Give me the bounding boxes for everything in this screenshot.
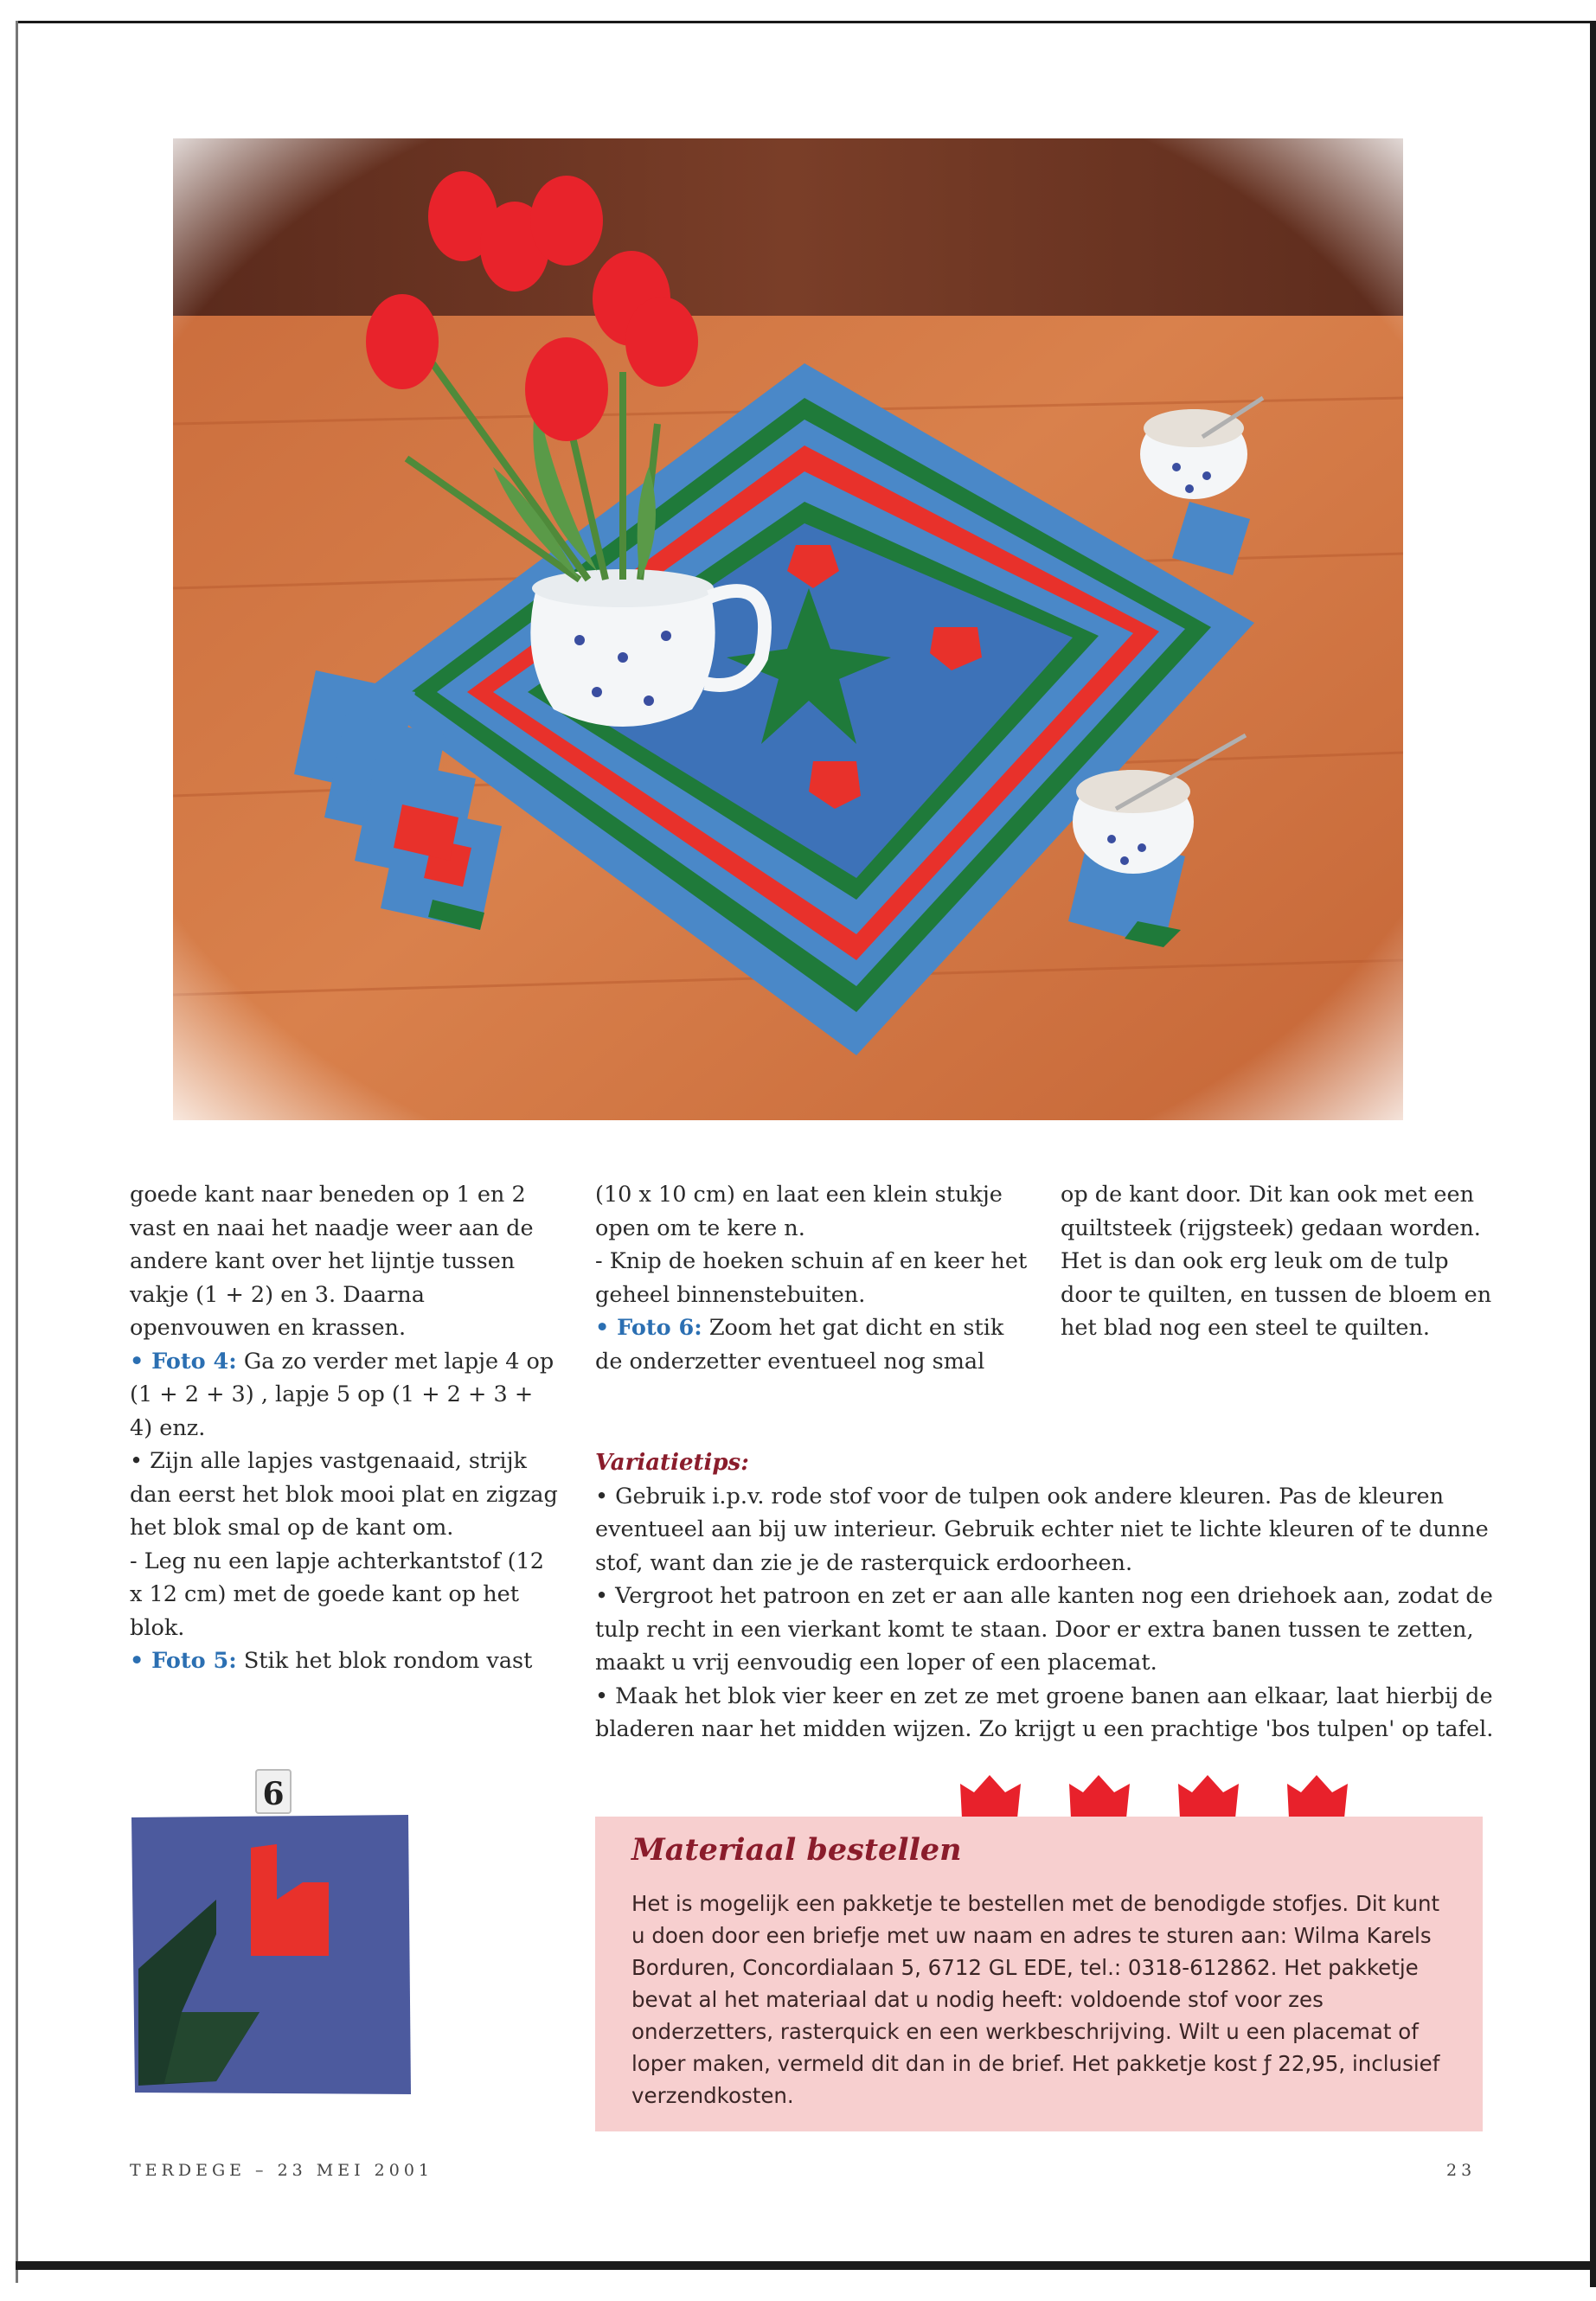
order-box [595, 1817, 1483, 2131]
col1-paragraph-3: • Zijn alle lapjes vastgenaaid, strijk dan eerst het blok mooi plat en zigzag het blok smal op de kant om. [130, 1448, 558, 1541]
page-number: 23 [1446, 2161, 1477, 2180]
variatie-tip-1: • Gebruik i.p.v. rode stof voor de tulpen ook andere kleuren. Pas de kleuren eventueel aan bij uw interieur. Gebruik echter niet te lichte kleuren of te dunne stof, want dan zie je de rasterquick erdoorheen. [595, 1483, 1489, 1576]
variatie-tip-3: • Maak het blok vier keer en zet ze met groene banen aan elkaar, laat hierbij de bladeren naar het midden wijzen. Zo krijgt u een prachtige 'bos tulpen' op tafel. [595, 1682, 1494, 1742]
footer-magazine: TERDEGE – 23 MEI 2001 [130, 2161, 434, 2180]
col1-foto4 [130, 1345, 562, 1445]
foto5-label: • Foto 5: [130, 1648, 237, 1674]
page-frame-top [16, 21, 1590, 23]
page-frame-left [16, 21, 18, 2283]
coaster-photo [130, 1761, 411, 2095]
variatie-heading: Variatietips: [595, 1450, 749, 1476]
text-column-2 [595, 1178, 1028, 1378]
page-frame-bottom [16, 2261, 1596, 2270]
col1-paragraph-4: - Leg nu een lapje achterkantstof (12 x 12 cm) met de goede kant op het blok. [130, 1548, 545, 1641]
variatie-tip-2: • Vergroot het patroon en zet er aan alle kanten nog een driehoek aan, zodat de tulp recht in een vierkant komt te staan. Door er extra banen tussen te zetten, maakt u vrij eenvoudig een loper of een placemat. [595, 1583, 1493, 1676]
col2-foto6 [595, 1311, 1028, 1378]
col2-paragraph-2: - Knip de hoeken schuin af en keer het geheel binnenstebuiten. [595, 1248, 1028, 1308]
text-column-1 [130, 1178, 562, 1678]
variatie-tips [595, 1446, 1495, 1747]
main-photo [173, 138, 1403, 1120]
text-column-3 [1061, 1178, 1493, 1345]
order-title: Materiaal bestellen [631, 1832, 962, 1868]
photo-number: 6 [262, 1776, 285, 1812]
page-frame-right [1590, 21, 1596, 2287]
col1-paragraph-1: goede kant naar beneden op 1 en 2 vast en naai het naadje weer aan de andere kant over het lijntje tussen vakje (1 + 2) en 3. Daarna openvouwen en krassen. [130, 1182, 534, 1341]
col1-foto5 [130, 1644, 562, 1678]
foto4-label: • Foto 4: [130, 1348, 237, 1375]
foto6-text: Zoom het gat dicht en stik de onderzetter eventueel nog smal [595, 1315, 1004, 1375]
order-text: Het is mogelijk een pakketje te bestellen met de benodigde stofjes. Dit kunt u doen door een briefje met uw naam en adres te sturen aan: Wilma Karels Borduren, Concordialaan 5, 6712 GL EDE, tel.: 0318-612862. Het pakketje bevat al het materiaal dat u nodig heeft: voldoende stof voor zes onderzetters, rasterquick en een werkbeschrijving. Wilt u een placemat of loper maken, vermeld dit dan in de brief. Het pakketje kost ƒ 22,95, inclusief verzendkosten. [631, 1891, 1440, 2108]
col2-paragraph-1: (10 x 10 cm) en laat een klein stukje open om te kere n. [595, 1182, 1003, 1241]
foto4-text: Ga zo verder met lapje 4 op (1 + 2 + 3) , lapje 5 op (1 + 2 + 3 + 4) enz. [130, 1348, 554, 1441]
foto6-label: • Foto 6: [595, 1315, 702, 1341]
foto5-text: Stik het blok rondom vast [236, 1648, 533, 1674]
col3-paragraph-1: op de kant door. Dit kan ook met een quiltsteek (rijgsteek) gedaan worden. Het is dan ook erg leuk om de tulp door te quilten, en tussen de bloem en het blad nog een steel te quilten. [1061, 1182, 1492, 1341]
